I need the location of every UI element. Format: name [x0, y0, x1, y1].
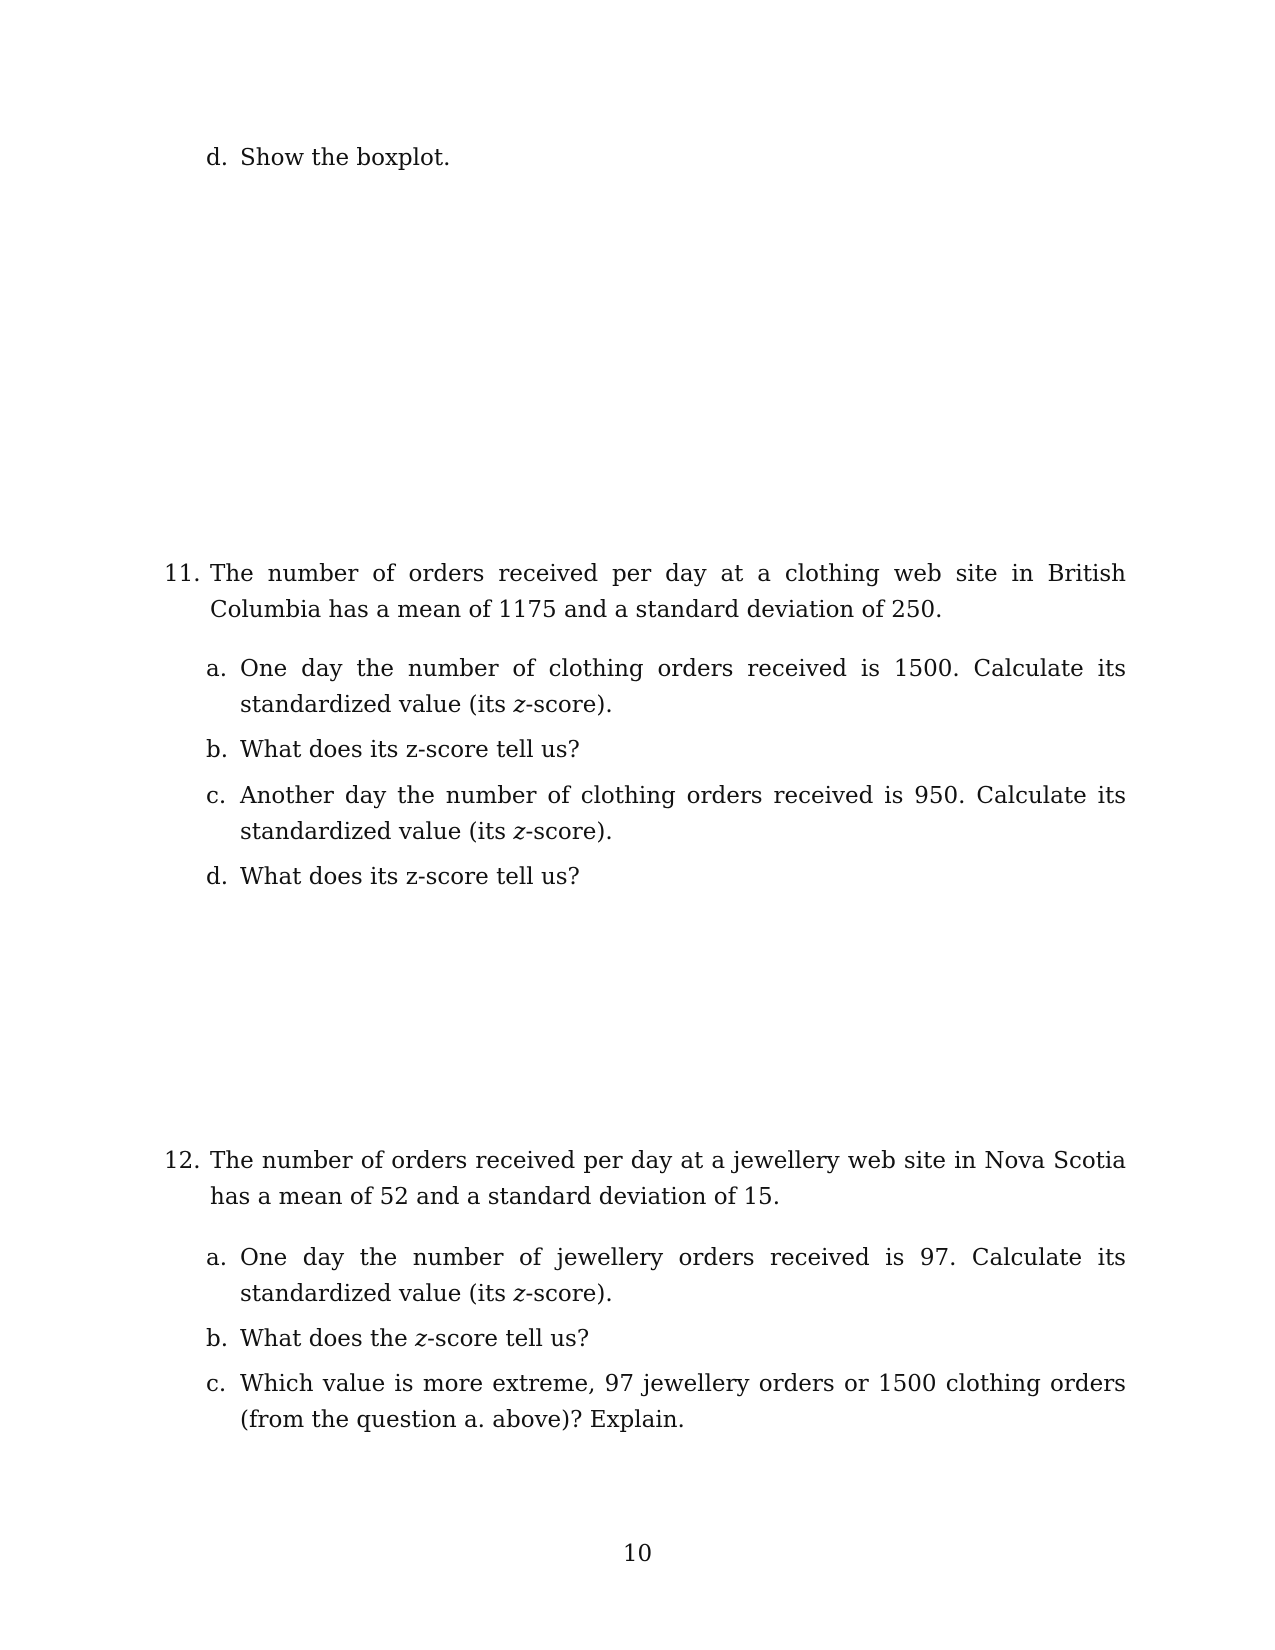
- question-number: 11.: [164, 561, 201, 587]
- q11-part-c: [206, 778, 1126, 850]
- q12-part-b: [206, 1321, 1126, 1357]
- part-label: b.: [206, 737, 229, 763]
- question-number: 12.: [164, 1148, 201, 1174]
- part-label: a.: [206, 656, 228, 682]
- q12-part-c: [206, 1366, 1126, 1438]
- part-label: b.: [206, 1326, 229, 1352]
- part-text: One day the number of jewellery orders received is 97. Calculate its standardized value (its z-score).: [240, 1245, 1126, 1307]
- part-text: Which value is more extreme, 97 jewellery orders or 1500 clothing orders (from the question a. above)? Explain.: [240, 1371, 1126, 1433]
- part-text: One day the number of clothing orders received is 1500. Calculate its standardized value (its z-score).: [240, 656, 1126, 718]
- q12-part-a: [206, 1240, 1126, 1312]
- part-label: d.: [206, 864, 229, 890]
- part-text: Another day the number of clothing orders received is 950. Calculate its standardized value (its z-score).: [240, 783, 1126, 845]
- question-text: The number of orders received per day at a clothing web site in British Columbia has a mean of 1175 and a standard deviation of 250.: [210, 561, 1126, 623]
- part-text: What does its z-score tell us?: [240, 737, 580, 763]
- question-text: The number of orders received per day at a jewellery web site in Nova Scotia has a mean of 52 and a standard deviation of 15.: [210, 1148, 1126, 1210]
- item-label: d.: [206, 145, 229, 171]
- part-label: c.: [206, 783, 227, 809]
- part-text: What does its z-score tell us?: [240, 864, 580, 890]
- q11-part-b: [206, 732, 1126, 768]
- page-number: 10: [622, 1541, 653, 1567]
- part-text: What does the z-score tell us?: [240, 1326, 590, 1352]
- question-11: [164, 556, 1126, 628]
- part-label: a.: [206, 1245, 228, 1271]
- q11-part-d: [206, 859, 1126, 895]
- item-d-boxplot: [206, 140, 1126, 176]
- q11-part-a: [206, 651, 1126, 723]
- part-label: c.: [206, 1371, 227, 1397]
- question-12: [164, 1143, 1126, 1215]
- item-text: Show the boxplot.: [240, 145, 451, 171]
